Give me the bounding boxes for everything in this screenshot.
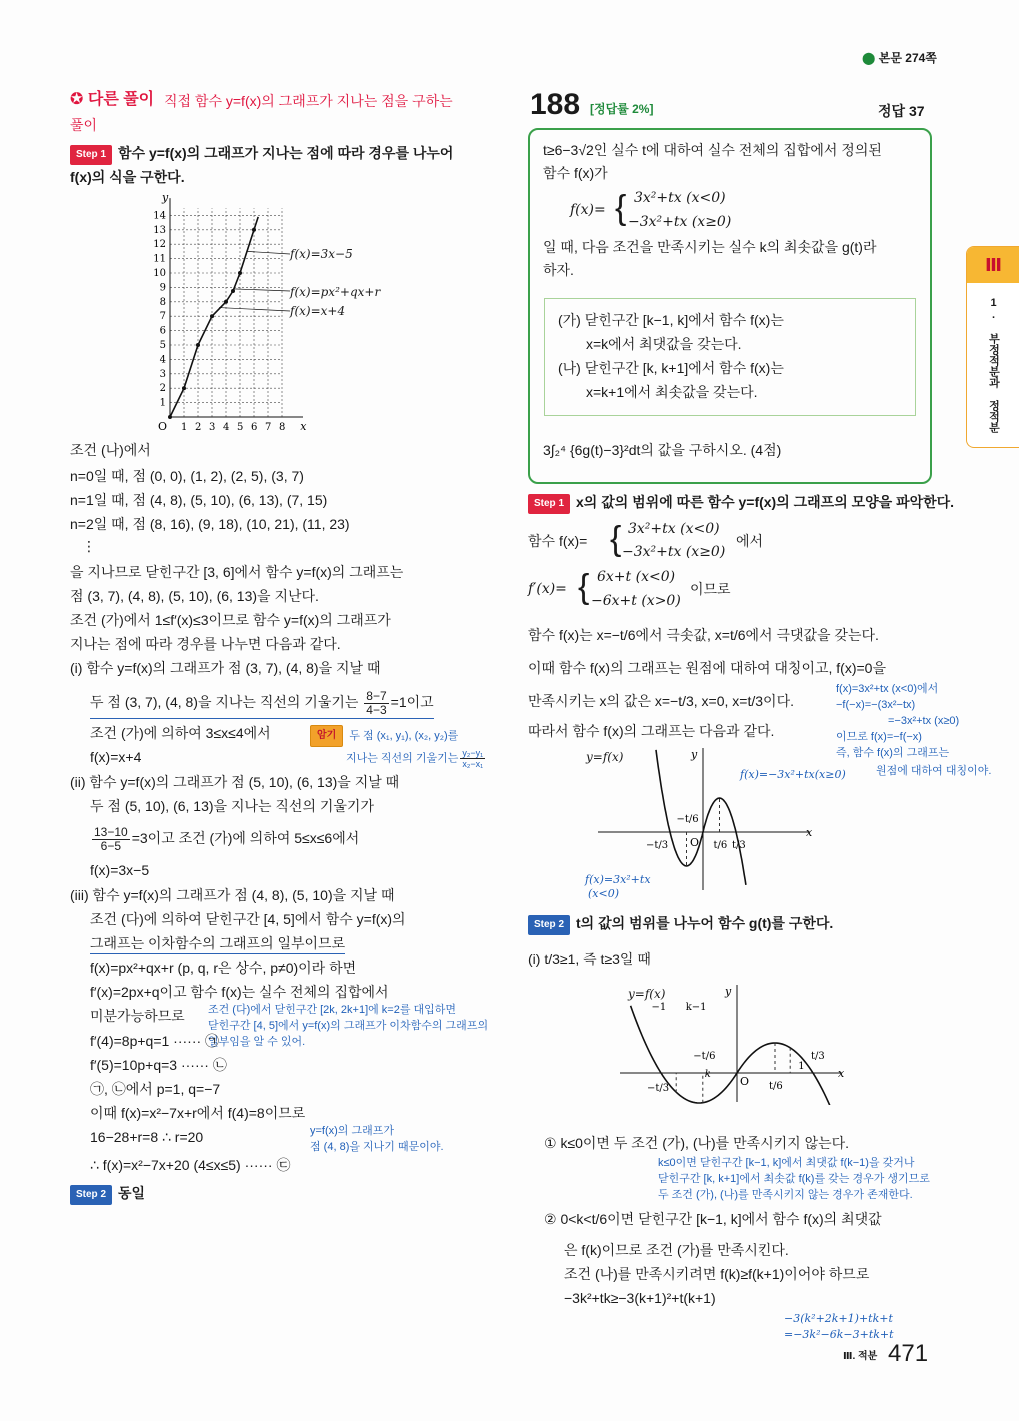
tick-label: −t/3	[646, 840, 669, 851]
condition-ga: (가) 닫힌구간 [k−1, k]에서 함수 f(x)는	[558, 312, 784, 328]
note-text: y=f(x)의 그래프가	[310, 1125, 394, 1137]
step1-badge: Step 1	[70, 145, 112, 165]
text-line: n=2일 때, 점 (8, 16), (9, 18), (10, 21), (11, 23)	[70, 516, 350, 532]
step2-heading: Step 2 t의 값의 범위를 나누어 함수 g(t)를 구한다.	[528, 914, 833, 935]
y-tick-label: 8	[159, 296, 166, 308]
tick-label: 1	[798, 1061, 805, 1072]
x-axis-label: x	[806, 826, 813, 839]
graph-title: y=f(x)	[586, 750, 624, 764]
note-text: 닫힌구간 [4, 5]에서 y=f(x)의 그래프가 이차함수의 그래프의	[208, 1020, 489, 1032]
circle-icon: ⬤	[862, 51, 879, 65]
tick-label: −t/6	[676, 814, 699, 825]
case-2: −3x²+tx (x≥0)	[622, 544, 726, 560]
brace: {	[578, 568, 590, 606]
step1-heading: Step 1 x의 값의 범위에 따른 함수 y=f(x)의 그래프의 모양을 파악한다.	[528, 493, 954, 514]
text-line: 만족시키는 x의 값은 x=−t/3, x=0, x=t/3이다.	[528, 693, 794, 709]
note-text: 조건 (다)에서 닫힌구간 [2k, 2k+1]에 k=2를 대입하면	[208, 1004, 457, 1016]
step1-heading: Step 1 함수 y=f(x)의 그래프가 지나는 점에 따라 경우를 나누어	[70, 144, 453, 165]
condition-na-2: x=k+1에서 최솟값을 갖는다.	[586, 384, 758, 400]
note-text: 즉, 함수 f(x)의 그래프는	[836, 747, 950, 759]
problem-number: 188	[530, 88, 581, 121]
graph-label-right: f(x)=−3x²+tx(x≥0)	[740, 768, 846, 781]
text-line: 조건 (다)에 의하여 닫힌구간 [4, 5]에서 함수 y=f(x)의	[90, 911, 406, 927]
x-tick-label: 2	[195, 422, 202, 433]
note-text: −3(k²+2k+1)+tk+t	[784, 1312, 893, 1325]
question: 3∫₂⁴ {6g(t)−3}²dt의 값을 구하시오. (4점)	[543, 442, 782, 458]
condition-ga-2: x=k에서 최댓값을 갖는다.	[586, 336, 742, 352]
text-line: −3k²+tk≥−3(k+1)²+t(k+1)	[564, 1290, 716, 1306]
fraction: $\frac{13-10}{6-5}$	[94, 825, 128, 853]
text-line: 점 (3, 7), (4, 8), (5, 10), (6, 13)을 지난다.	[70, 588, 319, 604]
step2-badge: Step 2	[528, 915, 570, 935]
case-1: 6x+t (x<0)	[597, 569, 676, 585]
fraction: $\frac{8-7}{4-3}$	[366, 689, 387, 717]
answer: 정답 37	[878, 103, 925, 119]
text-line: ⋮	[82, 538, 96, 554]
case-1: 3x²+tx (x<0)	[634, 190, 726, 206]
tick-label: −t/6	[693, 1051, 716, 1062]
problem-text: 하자.	[543, 262, 574, 278]
data-point	[210, 314, 214, 318]
page-reference: ⬤ 본문 274쪽	[862, 51, 937, 65]
case-2: −3x²+tx (x≥0)	[628, 214, 732, 230]
condition-2: ② 0<k<t/6이면 닫힌구간 [k−1, k]에서 함수 f(x)의 최댓값	[544, 1211, 882, 1227]
text-line: f(x)=px²+qx+r (p, q, r은 상수, p≠0)이라 하면	[90, 960, 357, 976]
text-line: 에서	[736, 533, 764, 549]
y-axis-label: y	[725, 985, 732, 998]
y-tick-label: 5	[159, 340, 166, 351]
tick-label: t/6	[713, 840, 728, 851]
condition-1: ① k≤0이면 두 조건 (가), (나)를 만족시키지 않는다.	[544, 1135, 850, 1151]
brace: {	[610, 520, 622, 558]
y-tick-label: 10	[153, 268, 166, 279]
y-tick-label: 14	[153, 210, 166, 222]
y-tick-label: 7	[159, 311, 166, 323]
x-tick-label: 5	[237, 422, 244, 433]
text-line: f′(4)=8p+q=1 ······ ㉠	[90, 1033, 220, 1049]
x-tick-label: 8	[279, 422, 286, 433]
text-line: f′(x)=2px+q이고 함수 f(x)는 실수 전체의 집합에서	[90, 984, 389, 1000]
grid-graph	[140, 192, 400, 437]
section-title: 1. 부정적분과 정적분	[987, 297, 1000, 433]
data-point	[231, 289, 235, 293]
x-tick-label: 1	[181, 422, 188, 433]
text-line: f′(5)=10p+q=3 ······ ㉡	[90, 1057, 227, 1073]
data-point	[196, 343, 200, 347]
text-line: 조건 (나)를 만족시키려면 f(k)≥f(k+1)이어야 하므로	[564, 1266, 870, 1282]
page-number: 471	[888, 1340, 929, 1367]
data-point	[238, 271, 242, 275]
memo-badge: 암기	[310, 725, 343, 747]
tick-label: t/3	[811, 1051, 825, 1062]
text-line: 이때 함수 f(x)의 그래프는 원점에 대하여 대칭이고, f(x)=0을	[528, 660, 886, 676]
text-line: 두 점 (5, 10), (6, 13)을 지나는 직선의 기울기가	[90, 798, 374, 814]
text-line: 그래프는 이차함수의 그래프의 일부이므로	[90, 934, 345, 954]
footer-chapter: Ⅲ. 적분	[843, 1351, 878, 1362]
y-tick-label: 3	[159, 368, 166, 380]
x-tick-label: 6	[251, 422, 258, 433]
y-axis-label: y	[691, 748, 698, 761]
memo-note: 암기 두 점 (x₁, y₁), (x₂, y₂)를	[310, 725, 458, 747]
note-text: =−3x²+tx (x≥0)	[888, 715, 960, 727]
memo-note-2: 지나는 직선의 기울기는 $\frac{\text{y₂−y₁}}{\text{x₂−x₁}}$	[346, 748, 484, 769]
note-text: 이므로 f(x)=−f(−x)	[836, 731, 922, 743]
data-point	[182, 386, 186, 390]
text-line: f(x)=3x−5	[90, 862, 150, 878]
graph-label-3x-5: f(x)=3x−5	[290, 247, 353, 261]
case-1: 3x²+tx (x<0)	[628, 521, 720, 537]
data-point	[224, 300, 228, 304]
text-line: f(x)=x+4	[90, 749, 142, 765]
graph-label-quadratic: f(x)=px²+qx+r	[290, 285, 381, 299]
tick-label: t/6	[769, 1081, 783, 1092]
tick-label: t/3	[732, 840, 746, 851]
data-point	[252, 228, 256, 232]
problem-fx: f(x)=	[570, 202, 606, 218]
alt-solution-desc: 직접 함수 y=f(x)의 그래프가 지나는 점을 구하는	[164, 93, 453, 109]
text-line: (iii) 함수 y=f(x)의 그래프가 점 (4, 8), (5, 10)을 지날 때	[70, 887, 395, 903]
note-text: 두 조건 (가), (나)를 만족시키지 않는 경우가 존재한다.	[658, 1189, 913, 1201]
x-tick-label: 7	[265, 422, 272, 433]
text-line: 함수 f(x)는 x=−t/6에서 극솟값, x=t/6에서 극댓값을 갖는다.	[528, 627, 879, 643]
text-line: (ii) 함수 y=f(x)의 그래프가 점 (5, 10), (6, 13)을 지날 때	[70, 774, 400, 790]
graph-label-x+4: f(x)=x+4	[290, 304, 346, 318]
label-leader	[247, 251, 290, 254]
tick-label: k−1	[685, 1002, 707, 1013]
y-tick-label: 6	[159, 325, 166, 337]
x-axis-label: x	[838, 1067, 845, 1080]
x-axis-label: x	[300, 420, 307, 433]
graph-label-left-2: (x<0)	[588, 887, 620, 900]
text-line: 조건 (가)에서 1≤f′(x)≤3이므로 함수 y=f(x)의 그래프가	[70, 612, 391, 628]
tick-label: −t/3	[647, 1083, 670, 1094]
text-line: 16−28+r=8 ∴ r=20	[90, 1129, 204, 1145]
text-line: 이때 f(x)=x²−7x+r에서 f(4)=8이므로	[90, 1105, 306, 1121]
brace: {	[615, 189, 627, 227]
text-line: 을 지나므로 닫힌구간 [3, 6]에서 함수 y=f(x)의 그래프는	[70, 564, 404, 580]
graph-label-left: f(x)=3x²+tx	[585, 873, 651, 886]
origin-label: O	[740, 1075, 750, 1088]
graph-title: y=f(x)	[628, 987, 666, 1001]
label-leader	[233, 289, 290, 291]
text-line: n=0일 때, 점 (0, 0), (1, 2), (2, 5), (3, 7)	[70, 468, 304, 484]
fraction: $\frac{\text{y₂−y₁}}{\text{x₂−x₁}}$	[462, 748, 484, 769]
note-text: 일부임을 알 수 있어.	[208, 1036, 306, 1048]
text-line: ㉠, ㉡에서 p=1, q=−7	[90, 1081, 221, 1097]
y-tick-label: 1	[159, 397, 166, 409]
note-text: 원점에 대하여 대칭이야.	[876, 765, 992, 777]
note-text: 점 (4, 8)을 지나기 때문이야.	[310, 1141, 444, 1153]
correct-rate: [정답률 2%]	[590, 102, 654, 116]
problem-text: t≥6−3√2인 실수 t에 대하여 실수 전체의 집합에서 정의된	[543, 142, 882, 158]
tick-label: −1	[651, 1002, 667, 1013]
function-curve	[656, 750, 746, 885]
text-line: 조건 (가)에 의하여 3≤x≤4에서	[90, 725, 271, 741]
origin-label: O	[158, 420, 168, 433]
text-line: (i) 함수 y=f(x)의 그래프가 점 (3, 7), (4, 8)을 지날 때	[70, 660, 381, 676]
step1-badge: Step 1	[528, 494, 570, 514]
step2-heading: Step 2 동일	[70, 1184, 145, 1205]
x-tick-label: 3	[209, 422, 216, 433]
step1-heading-2: f(x)의 식을 구한다.	[70, 169, 185, 185]
case-2: −6x+t (x>0)	[591, 593, 681, 609]
text-line: 미분가능하므로	[90, 1008, 185, 1024]
x-tick-label: 4	[223, 422, 230, 433]
y-tick-label: 9	[159, 282, 166, 294]
condition-na: (나) 닫힌구간 [k, k+1]에서 함수 f(x)는	[558, 360, 784, 376]
text-line: 따라서 함수 f(x)의 그래프는 다음과 같다.	[528, 723, 775, 739]
note-text: 닫힌구간 [k, k+1]에서 최솟값 f(k)를 갖는 경우가 생기므로	[658, 1173, 930, 1185]
case-heading: (i) t/3≥1, 즉 t≥3일 때	[528, 951, 651, 967]
alt-solution-title: ✪ 다른 풀이	[70, 91, 155, 108]
y-tick-label: 4	[159, 354, 166, 366]
y-tick-label: 12	[153, 239, 166, 251]
text-line: 함수 f(x)=	[528, 533, 588, 549]
note-text: f(x)=3x²+tx (x<0)에서	[836, 683, 939, 695]
y-tick-label: 11	[153, 253, 166, 265]
step2-badge: Step 2	[70, 1185, 112, 1205]
chapter-side-tab[interactable]	[966, 246, 1019, 448]
text-line: 은 f(k)이므로 조건 (가)를 만족시킨다.	[564, 1242, 789, 1258]
star-icon: ✪	[70, 91, 84, 108]
text-line: f′(x)=	[528, 581, 567, 597]
data-point	[168, 415, 172, 419]
y-tick-label: 13	[153, 224, 166, 236]
text-line: n=1일 때, 점 (4, 8), (5, 10), (6, 13), (7, 15)	[70, 492, 328, 508]
slope-line: 두 점 (3, 7), (4, 8)을 지나는 직선의 기울기는 $\frac{8-7}{4-3}$ =1이고	[90, 689, 434, 717]
label-leader	[219, 308, 290, 311]
y-axis-label: y	[162, 192, 169, 204]
text-line: 이므로	[690, 581, 731, 597]
origin-label: O	[689, 836, 699, 849]
note-text: k≤0이면 닫힌구간 [k−1, k]에서 최댓값 f(k−1)을 갖거나	[658, 1157, 915, 1169]
text-line: $\frac{13-10}{6-5}$ =3이고 조건 (가)에 의하여 5≤x≤6에서	[94, 825, 360, 853]
note-text: =−3k²−6k−3+tk+t	[784, 1328, 894, 1341]
problem-text: 일 때, 다음 조건을 만족시키는 실수 k의 최솟값을 g(t)라	[543, 239, 877, 255]
note-text: −f(−x)=−(3x²−tx)	[836, 699, 916, 711]
text-line: ∴ f(x)=x²−7x+20 (4≤x≤5) ······ ㉢	[90, 1157, 291, 1173]
alt-solution-desc-2: 풀이	[70, 117, 98, 133]
text-line: 조건 (나)에서	[70, 442, 151, 458]
tick-label: k	[704, 1069, 711, 1080]
problem-text: 함수 f(x)가	[543, 165, 608, 181]
chapter-numeral: Ⅲ	[967, 247, 1019, 283]
text-line: 지나는 점에 따라 경우를 나누면 다음과 같다.	[70, 636, 341, 652]
y-tick-label: 2	[159, 383, 166, 395]
